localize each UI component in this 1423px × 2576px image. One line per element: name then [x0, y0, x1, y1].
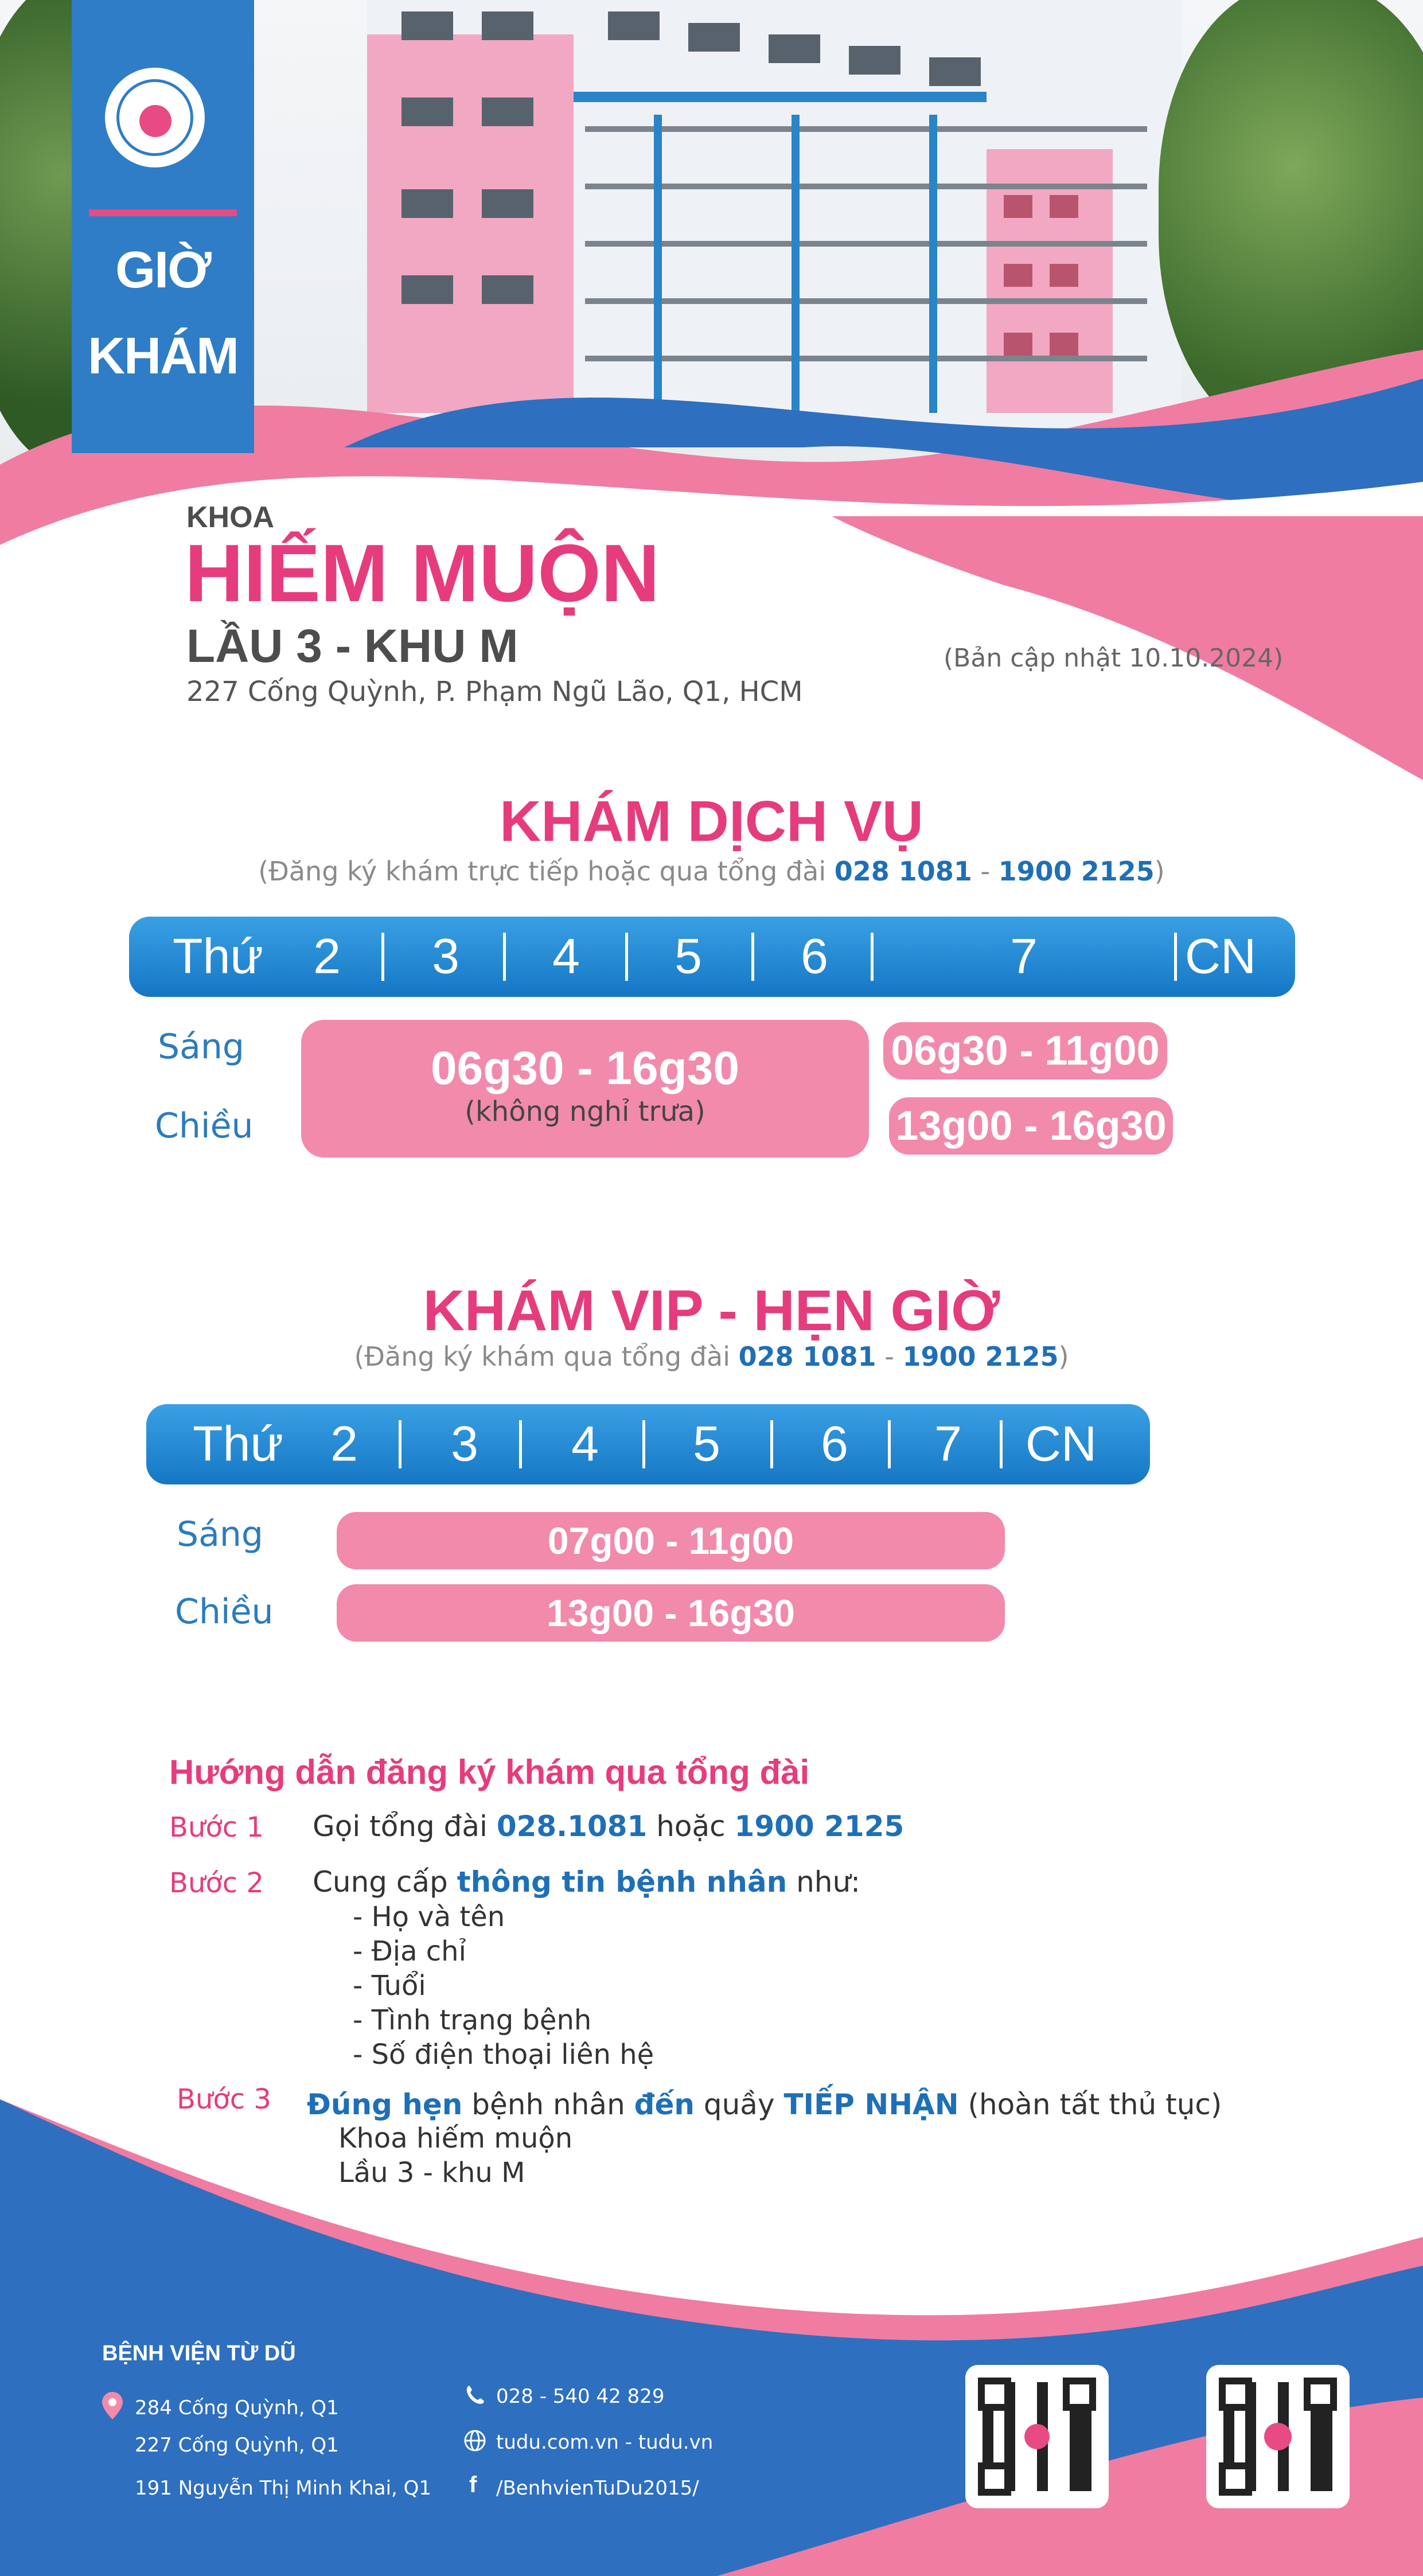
- list-item: - Địa chỉ: [353, 1935, 466, 1967]
- day-4: 4: [552, 929, 580, 984]
- list-item: - Tuổi: [353, 1970, 426, 2002]
- step1-text: Gọi tổng đài 028.1081 hoặc 1900 2125: [313, 1810, 905, 1843]
- vip-day-6: 6: [821, 1416, 848, 1472]
- footer-address-3: 191 Nguyễn Thị Minh Khai, Q1: [135, 2477, 432, 2500]
- phone-icon: [463, 2383, 486, 2406]
- step2-text: Cung cấp thông tin bệnh nhân như:: [313, 1865, 861, 1899]
- footer-address-2: 227 Cống Quỳnh, Q1: [135, 2434, 339, 2457]
- vip-phone-2[interactable]: 1900 2125: [902, 1341, 1059, 1372]
- service-title: KHÁM DỊCH VỤ: [500, 789, 923, 854]
- location-pin-icon: [102, 2392, 123, 2419]
- step3-line2: Khoa hiếm muộn: [338, 2122, 573, 2154]
- vip-morning-label: Sáng: [177, 1514, 263, 1554]
- vip-day-4: 4: [571, 1416, 599, 1472]
- vip-day-3: 3: [451, 1416, 478, 1472]
- step1-label: Bước 1: [169, 1811, 264, 1844]
- phone-2[interactable]: 1900 2125: [998, 856, 1155, 887]
- weekday-hours: 06g30 - 16g30: [431, 1042, 739, 1094]
- patient-info-list: [353, 1900, 654, 2072]
- step1-phone-2[interactable]: 1900 2125: [734, 1810, 905, 1843]
- vip-afternoon-hours: 13g00 - 16g30: [337, 1584, 1005, 1642]
- vip-day-cn: CN: [1025, 1416, 1097, 1472]
- service-afternoon-label: Chiều: [155, 1106, 254, 1146]
- service-subtitle: (Đăng ký khám trực tiếp hoặc qua tổng đài 028 1081 - 1900 2125): [258, 856, 1165, 887]
- day-7: 7: [1010, 929, 1038, 984]
- day-2: 2: [313, 929, 341, 984]
- department-title: HIẾM MUỘN: [185, 528, 660, 619]
- vip-phone-1[interactable]: 028 1081: [738, 1341, 876, 1372]
- saturday-afternoon-hours: 13g00 - 16g30: [889, 1097, 1173, 1155]
- vip-day-7: 7: [934, 1416, 962, 1472]
- step3-line3: Lầu 3 - khu M: [338, 2157, 525, 2189]
- qr-code-icon[interactable]: [965, 2365, 1109, 2508]
- footer-facebook[interactable]: /BenhvienTuDu2015/: [496, 2477, 699, 2500]
- day-label: Thứ: [173, 929, 263, 984]
- floor-location: LẦU 3 - KHU M: [186, 620, 518, 672]
- list-item: - Họ và tên: [353, 1901, 505, 1933]
- saturday-morning-hours: 06g30 - 11g00: [883, 1022, 1167, 1079]
- service-morning-label: Sáng: [158, 1027, 244, 1067]
- footer-address-1: 284 Cống Quỳnh, Q1: [135, 2396, 339, 2419]
- step2-label: Bước 2: [169, 1867, 264, 1899]
- day-3: 3: [432, 929, 459, 984]
- sidebar-line1: GIỜ: [115, 241, 210, 299]
- day-6: 6: [801, 929, 828, 984]
- phone-1[interactable]: 028 1081: [834, 856, 972, 887]
- vip-day-5: 5: [693, 1416, 720, 1472]
- step3-text: Đúng hẹn bệnh nhân đến quầy TIẾP NHẬN (hoàn tất thủ tục): [307, 2088, 1222, 2121]
- khoa-label: KHOA: [186, 501, 275, 534]
- footer-phone[interactable]: 028 - 540 42 829: [496, 2385, 665, 2408]
- weekday-hours-pill: [301, 1020, 869, 1158]
- list-item: - Tình trạng bệnh: [353, 2004, 592, 2036]
- day-cn: CN: [1184, 929, 1257, 984]
- guide-title: Hướng dẫn đăng ký khám qua tổng đài: [169, 1753, 810, 1791]
- address: 227 Cống Quỳnh, P. Phạm Ngũ Lão, Q1, HCM: [186, 676, 803, 708]
- facebook-icon: f: [469, 2472, 477, 2497]
- footer-hospital-name: BỆNH VIỆN TỪ DŨ: [102, 2341, 296, 2365]
- vip-title: KHÁM VIP - HẸN GIỜ: [423, 1279, 1000, 1343]
- vip-days-bar: [146, 1404, 1150, 1484]
- weekday-note: (không nghỉ trưa): [465, 1096, 705, 1128]
- globe-icon: [463, 2429, 486, 2452]
- vip-subtitle: (Đăng ký khám qua tổng đài 028 1081 - 1900 2125): [354, 1341, 1069, 1372]
- vip-morning-hours: 07g00 - 11g00: [337, 1512, 1005, 1569]
- vip-day-label: Thứ: [193, 1416, 283, 1472]
- qr-code-facebook-icon[interactable]: [1206, 2365, 1350, 2508]
- step3-label: Bước 3: [177, 2083, 271, 2115]
- day-5: 5: [675, 929, 702, 984]
- hospital-logo: [100, 63, 209, 172]
- list-item: - Số điện thoại liên hệ: [353, 2039, 654, 2071]
- sidebar-line2: KHÁM: [88, 328, 238, 385]
- vip-day-2: 2: [330, 1416, 358, 1472]
- service-days-bar: [129, 917, 1295, 997]
- step1-phone-1[interactable]: 028.1081: [496, 1810, 648, 1843]
- vip-afternoon-label: Chiều: [175, 1592, 274, 1632]
- updated-date: (Bản cập nhật 10.10.2024): [944, 644, 1284, 673]
- footer-website[interactable]: tudu.com.vn - tudu.vn: [496, 2431, 714, 2454]
